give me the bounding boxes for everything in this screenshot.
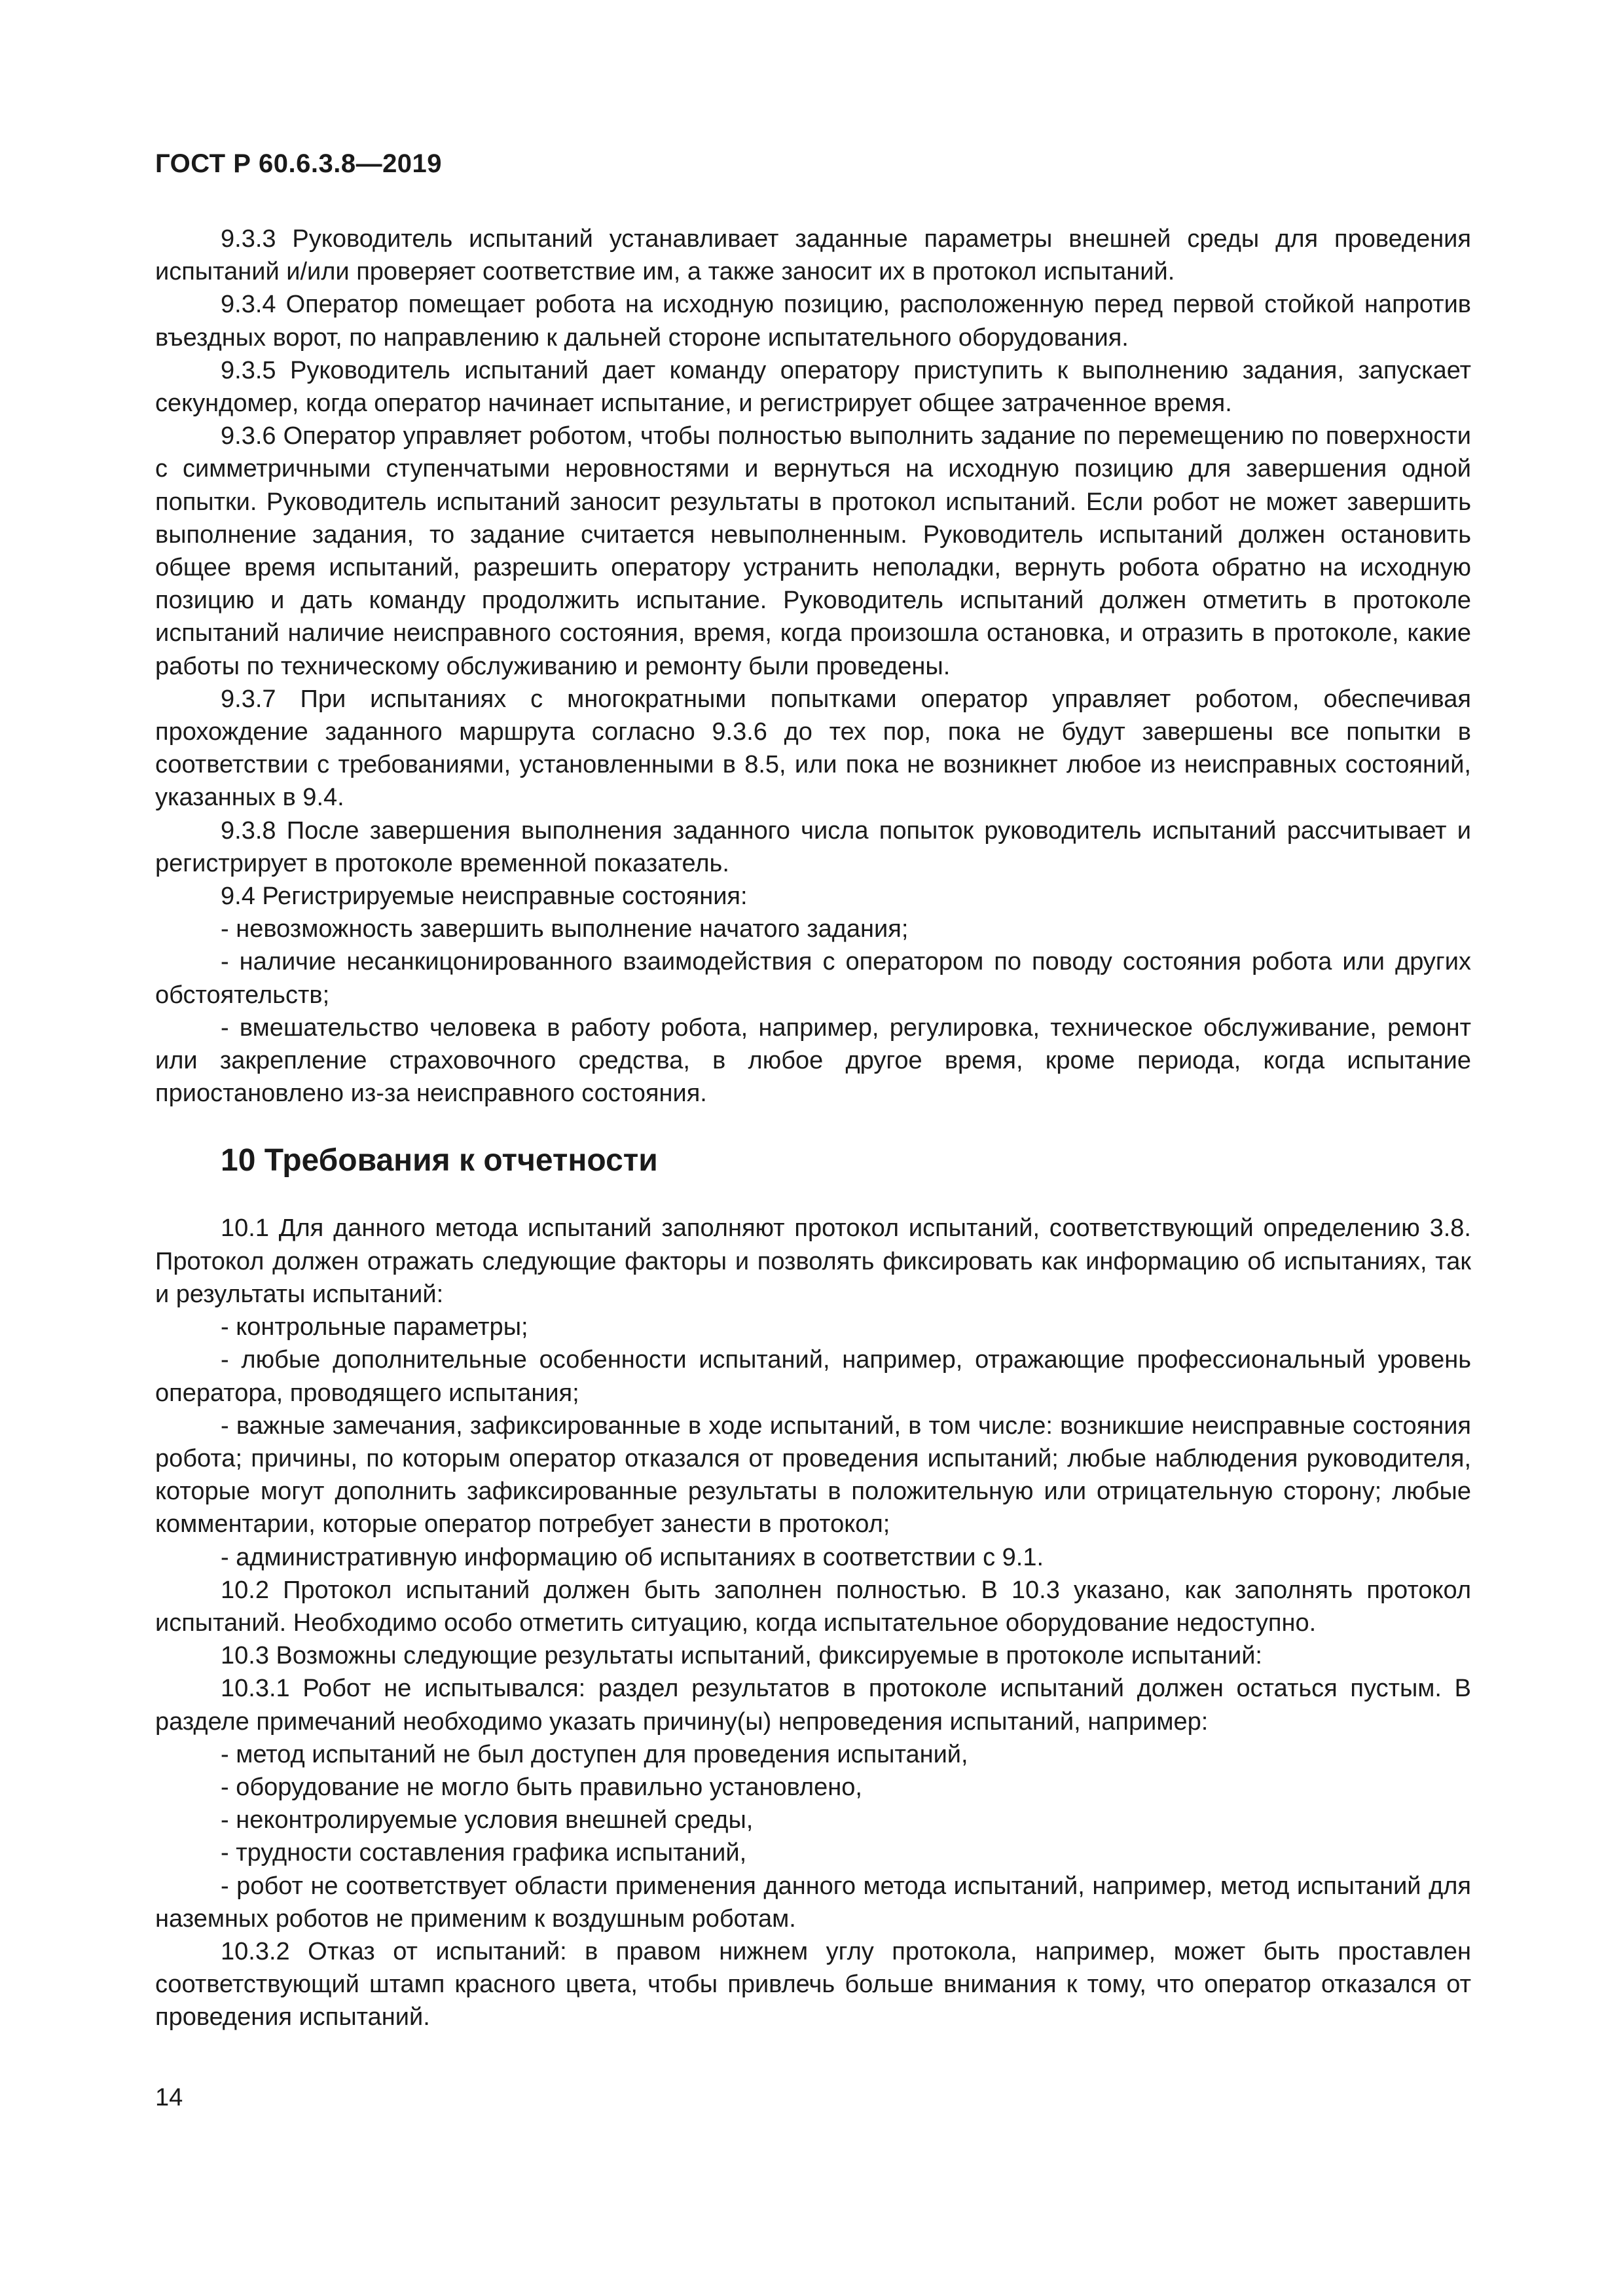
list-item: - невозможность завершить выполнение начатого задания; <box>221 915 909 943</box>
paragraph-10-3-1: 10.3.1 Робот не испытывался: раздел результатов в протоколе испытаний должен остаться пустым. В разделе примечаний необходимо указать причину(ы) непроведения испытаний, например: <box>155 1675 1471 1736</box>
list-item: - административную информацию об испытаниях в соответствии с 9.1. <box>221 1543 1044 1571</box>
document-header: ГОСТ Р 60.6.3.8—2019 <box>155 149 443 178</box>
paragraph-10-3-2: 10.3.2 Отказ от испытаний: в правом нижнем углу протокола, например, может быть проставлен соответствующий штамп красного цвета, чтобы привлечь больше внимания к тому, что оператор отказался от проведения испытаний. <box>155 1937 1471 2032</box>
list-item: - неконтролируемые условия внешней среды, <box>221 1806 754 1834</box>
paragraph-9-4: 9.4 Регистрируемые неисправные состояния: <box>221 883 748 911</box>
paragraph-9-3-3: 9.3.3 Руководитель испытаний устанавливает заданные параметры внешней среды для проведения испытаний и/или проверяет соответствие им, а также заносит их в протокол испытаний. <box>155 225 1471 286</box>
paragraph-9-3-8: 9.3.8 После завершения выполнения заданного числа попыток руководитель испытаний рассчитывает и регистрирует в протоколе временной показатель. <box>155 816 1471 877</box>
document-body <box>155 223 1471 2034</box>
paragraph-9-3-6: 9.3.6 Оператор управляет роботом, чтобы полностью выполнить задание по перемещению по поверхности с симметричными ступенчатыми неровностями и вернуться на исходную позицию для завершения одной попытки. Руководитель испытаний заносит результаты в протокол испытаний. Если робот не может завершить выполнение задания, то задание считается невыполненным. Руководитель испытаний должен остановить общее время испытаний, разрешить оператору устранить неполадки, вернуть робота обратно на исходную позицию и дать команду продолжить испытание. Руководитель испытаний должен отметить в протоколе испытаний наличие неисправного состояния, время, когда произошла остановка, и отразить в протоколе, какие работы по техническому обслуживанию и ремонту были проведены. <box>155 422 1471 680</box>
paragraph-9-3-5: 9.3.5 Руководитель испытаний дает команду оператору приступить к выполнению задания, запускает секундомер, когда оператор начинает испытание, и регистрирует общее затраченное время. <box>155 356 1471 418</box>
paragraph-10-2: 10.2 Протокол испытаний должен быть заполнен полностью. В 10.3 указано, как заполнять протокол испытаний. Необходимо особо отметить ситуацию, когда испытательное оборудование недоступно. <box>155 1576 1471 1637</box>
list-item: - любые дополнительные особенности испытаний, например, отражающие профессиональный уровень оператора, проводящего испытания; <box>155 1346 1471 1407</box>
paragraph-10-3: 10.3 Возможны следующие результаты испытаний, фиксируемые в протоколе испытаний: <box>221 1642 1262 1670</box>
list-item: - наличие несанкицонированного взаимодействия с оператором по поводу состояния робота или других обстоятельств; <box>155 948 1471 1009</box>
section-title: 10 Требования к отчетности <box>221 1143 658 1178</box>
paragraph-10-1: 10.1 Для данного метода испытаний заполняют протокол испытаний, соответствующий определению 3.8. Протокол должен отражать следующие факторы и позволять фиксировать как информацию об испытаниях, так и результаты испытаний: <box>155 1214 1471 1308</box>
paragraph-9-3-7: 9.3.7 При испытаниях с многократными попытками оператор управляет роботом, обеспечивая прохождение заданного маршрута согласно 9.3.6 до тех пор, пока не будут завершены все попытки в соответствии с требованиями, установленными в 8.5, или пока не возникнет любое из неисправных состояний, указанных в 9.4. <box>155 685 1471 812</box>
list-item: - трудности составления графика испытаний, <box>221 1839 747 1867</box>
page-number: 14 <box>155 2084 183 2111</box>
list-item: - важные замечания, зафиксированные в ходе испытаний, в том числе: возникшие неисправные состояния робота; причины, по которым оператор отказался от проведения испытаний; любые наблюдения руководителя, которые могут дополнить зафиксированные результаты в положительную или отрицательную сторону; любые комментарии, которые оператор потребует занести в протокол; <box>155 1412 1471 1539</box>
list-item: - метод испытаний не был доступен для проведения испытаний, <box>221 1740 968 1768</box>
list-item: - контрольные параметры; <box>221 1313 528 1341</box>
list-item: - оборудование не могло быть правильно установлено, <box>221 1773 862 1801</box>
paragraph-9-3-4: 9.3.4 Оператор помещает робота на исходную позицию, расположенную перед первой стойкой напротив въездных ворот, по направлению к дальней стороне испытательного оборудования. <box>155 291 1471 352</box>
list-item: - вмешательство человека в работу робота, например, регулировка, техническое обслуживание, ремонт или закрепление страховочного средства, в любое другое время, кроме периода, когда испытание приостановлено из-за неисправного состояния. <box>155 1013 1471 1108</box>
list-item: - робот не соответствует области применения данного метода испытаний, например, метод испытаний для наземных роботов не применим к воздушным роботам. <box>155 1872 1471 1933</box>
